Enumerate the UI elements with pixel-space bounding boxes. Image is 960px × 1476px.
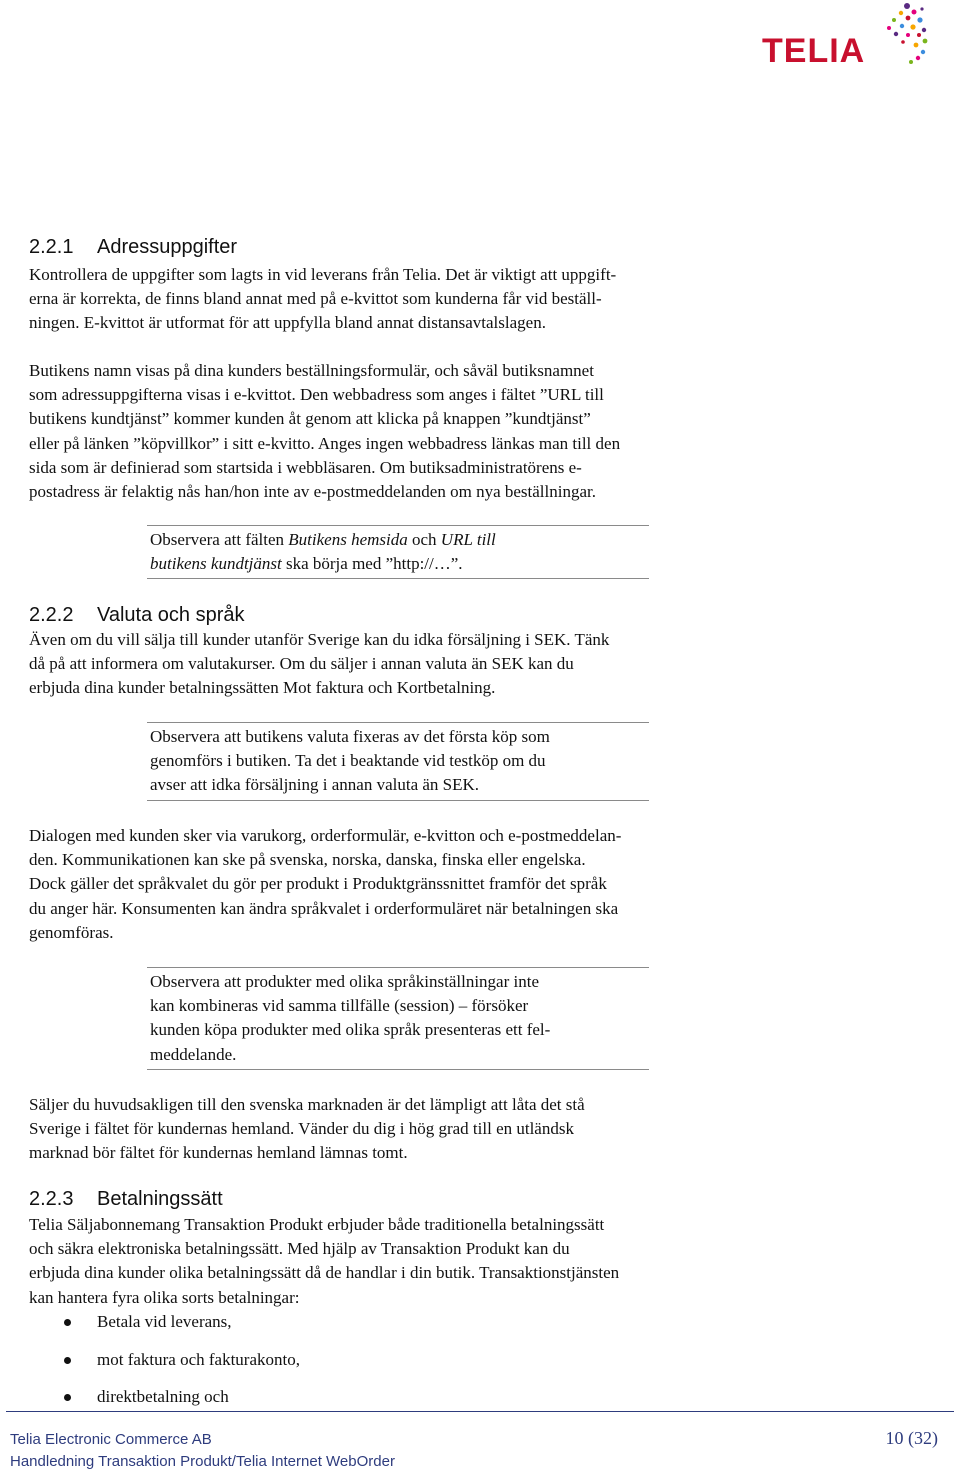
heading-2-2-1: 2.2.1 Adressuppgifter — [29, 236, 238, 258]
telia-logo — [762, 0, 932, 72]
paragraph-kontrollera: Kontrollera de uppgifter som lagts in vid leverans från Telia. Det är viktigt att uppgift- erna är korrekta, de finns bland annat med på e-kvittot som kunderna får vid beställ- ningen. E-kvittot är utformat för att uppfylla bland annat distansavtalslagen. — [29, 265, 617, 333]
paragraph-betalningssatt: Telia Säljabonnemang Transaktion Produkt erbjuder både traditionella betalningssätt och säkra elektroniska betalningssätt. Med hjälp av Transaktion Produkt kan du erbjuda dina kunder olika betalningssätt då de handlar i din butik. Transaktionstjänsten kan hantera fyra olika sorts betalningar: — [29, 1215, 620, 1307]
logo-dots — [887, 3, 927, 64]
bullet-icon — [64, 1319, 71, 1326]
heading-2-2-3: 2.2.3 Betalningssätt — [29, 1188, 223, 1210]
footer-company: Telia Electronic Commerce AB — [10, 1431, 212, 1448]
paragraph-dialogen: Dialogen med kunden sker via varukorg, orderformulär, e-kvitton och e-postmeddelan- den. Kommunikationen kan ske på svenska, norska, danska, finska eller engelska. Dock gäller det språkvalet du gör per produkt i Produktgränssnittet framför det språk du anger här. Konsumenten kan ändra språkvalet i orderformuläret när betalningen ska genomföras. — [29, 826, 622, 942]
note-url-fields: Observera att fälten Butikens hemsida och URL till butikens kundtjänst ska börja med ”http://…”. — [147, 525, 649, 579]
paragraph-valuta: Även om du vill sälja till kunder utanför Sverige kan du idka försäljning i SEK. Tänk då på att informera om valutakurser. Om du säljer i annan valuta än SEK kan du erbjuda dina kunder betalningssätten Mot faktura och Kortbetalning. — [29, 630, 610, 698]
note-currency-fixed: Observera att butikens valuta fixeras av det första köp som genomförs i butiken. Ta det i beaktande vid testköp om du avser att idka försäljning i annan valuta än SEK. — [147, 722, 649, 801]
bullet-icon — [64, 1394, 71, 1401]
logo-text: TELIA — [762, 32, 866, 70]
bullet-icon — [64, 1357, 71, 1364]
paragraph-butikens-namn: Butikens namn visas på dina kunders beställningsformulär, och såväl butiksnamnet som adressuppgifterna visas i e-kvittot. Den webbadress som anges i fältet ”URL till butikens kundtjänst” kommer kunden åt genom att klicka på knappen ”kundtjänst” eller på länken ”köpvillkor” i sitt e-kvitto. Anges ingen webbadress länkas man till den sida som är definierad som startsida i webbläsaren. Om butiksadministratörens e- postadress är felaktig nås han/hon inte av e-postmeddelanden om nya beställningar. — [29, 361, 621, 501]
paragraph-hemland: Säljer du huvudsakligen till den svenska marknaden är det lämpligt att låta det stå Sverige i fältet för kundernas hemland. Vänder du dig i hög grad till en utländsk marknad bör fältet för kundernas hemland lämnas tomt. — [29, 1095, 585, 1163]
footer-divider — [6, 1411, 954, 1412]
page-number: 10 (32) — [885, 1428, 938, 1448]
heading-2-2-2: 2.2.2 Valuta och språk — [29, 604, 245, 626]
footer-document-title: Handledning Transaktion Produkt/Telia Internet WebOrder — [10, 1453, 395, 1470]
note-language-settings: Observera att produkter med olika språkinställningar inte kan kombineras vid samma tillfälle (session) – försöker kunden köpa produkter med olika språk presenteras ett fel- meddelande. — [147, 967, 649, 1070]
